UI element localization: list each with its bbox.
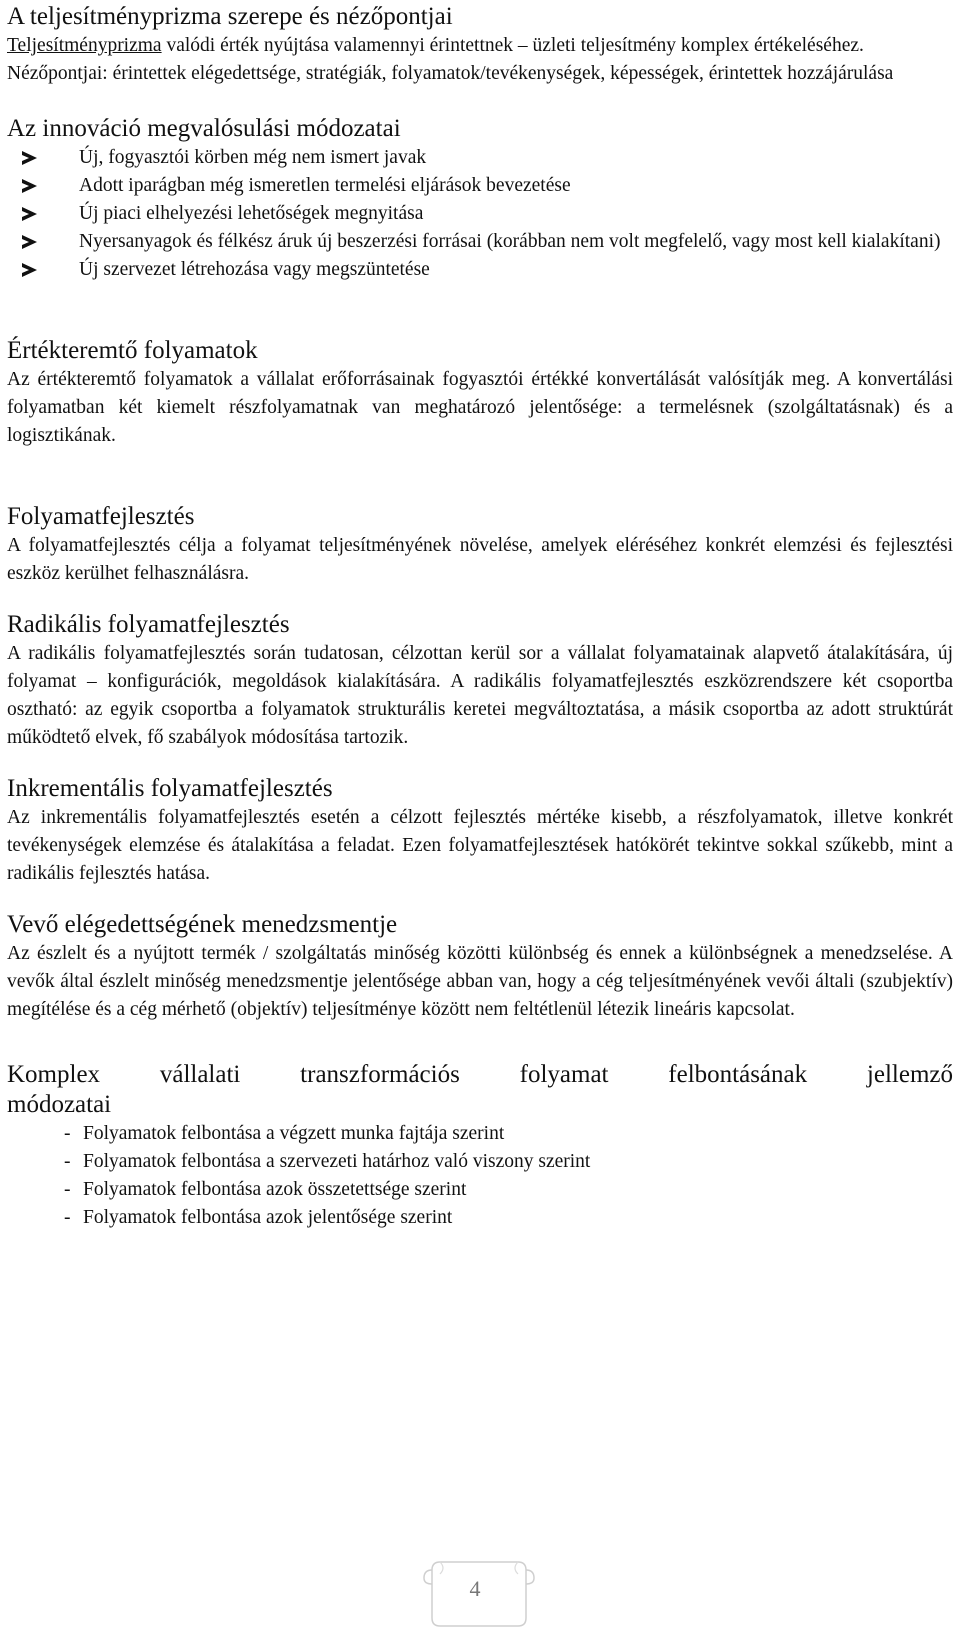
section-radikalis	[7, 610, 953, 752]
underlined-term: Teljesítményprizma	[7, 35, 162, 56]
section-komplex-transzformacio	[7, 1060, 953, 1232]
arrow-bullet-icon	[22, 179, 37, 193]
section-title: Komplex vállalati transzformációs folyamat felbontásának jellemző	[7, 1061, 953, 1088]
section-title: Radikális folyamatfejlesztés	[7, 611, 290, 638]
list-item: Adott iparágban még ismeretlen termelési eljárások bevezetése	[22, 172, 953, 200]
arrow-bullet-icon	[22, 235, 37, 249]
section-title: A teljesítményprizma szerepe és nézőpontjai	[7, 3, 453, 30]
dash-list	[7, 1120, 953, 1232]
section-ertekteremto	[7, 336, 953, 450]
page-number: 4	[469, 1576, 481, 1601]
list-item: Nyersanyagok és félkész áruk új beszerzési forrásai (korábban nem volt megfelelő, vagy most kell kialakítani)	[22, 228, 953, 256]
paragraph: A radikális folyamatfejlesztés során tudatosan, célzottan kerül sor a vállalat folyamatainak alapvető átalakítására, új folyamat – konfigurációk, megoldások kialakítására. A radikális folyamatfejlesztés eszközrendszere két csoportba osztható: az egyik csoportba a folyamatok strukturális keretei megváltoztatása, a másik csoportba az adott struktúrát működtető elvek, fő szabályok módosítása tartozik.	[7, 643, 953, 748]
section-teljesitmenyprizma	[7, 2, 953, 88]
paragraph: A folyamatfejlesztés célja a folyamat teljesítményének növelése, amelyek eléréséhez konkrét elemzési és fejlesztési eszköz kerülhet felhasználásra.	[7, 535, 953, 584]
list-item: Új szervezet létrehozása vagy megszüntetése	[22, 256, 953, 284]
paragraph: Nézőpontjai: érintettek elégedettsége, stratégiák, folyamatok/tevékenységek, képességek, érintettek hozzájárulása	[7, 63, 894, 84]
section-folyamatfejlesztes	[7, 502, 953, 588]
section-title-line2: módozatai	[7, 1091, 112, 1118]
section-title: Az innováció megvalósulási módozatai	[7, 115, 401, 142]
list-item: - Folyamatok felbontása a szervezeti határhoz való viszony szerint	[64, 1151, 591, 1172]
paragraph: Az inkrementális folyamatfejlesztés esetén a célzott fejlesztés mértéke kisebb, a részfolyamatok, illetve konkrét tevékenységek elemzése és átalakítása a feladat. Ezen folyamatfejlesztések hatókörét tekintve sokkal szűkebb, mint a radikális fejlesztés hatása.	[7, 807, 953, 884]
page-footer	[410, 1558, 540, 1630]
arrow-bullet-icon	[22, 263, 37, 277]
list-item: - Folyamatok felbontása azok jelentősége szerint	[64, 1207, 453, 1228]
section-inkrementalis	[7, 774, 953, 888]
arrow-bullet-icon	[22, 151, 37, 165]
section-vevo-elegedettseg	[7, 910, 953, 1024]
section-title: Inkrementális folyamatfejlesztés	[7, 775, 333, 802]
paragraph	[7, 32, 953, 60]
list-item: Új, fogyasztói körben még nem ismert javak	[22, 144, 953, 172]
paragraph: Az értékteremtő folyamatok a vállalat erőforrásainak fogyasztói értékké konvertálását valósítják meg. A konvertálási folyamatban két kiemelt részfolyamatnak van meghatározó jelentősége: a termelésnek (szolgáltatásnak) és a logisztikának.	[7, 369, 953, 446]
section-title: Értékteremtő folyamatok	[7, 337, 258, 364]
section-innovacio	[7, 114, 953, 284]
list-item: - Folyamatok felbontása a végzett munka fajtája szerint	[64, 1123, 505, 1144]
section-title: Vevő elégedettségének menedzsmentje	[7, 911, 398, 938]
paragraph: Az észlelt és a nyújtott termék / szolgáltatás minőség közötti különbség és ennek a különbségnek a menedzselése. A vevők által észlelt minőség menedzsmentje jelentősége abban van, hogy a cég teljesítményének vevői általi (szubjektív) megítélése és a cég mérhető (objektív) teljesítménye között nem feltétlenül létezik lineáris kapcsolat.	[7, 943, 953, 1020]
list-item: - Folyamatok felbontása azok összetettsége szerint	[64, 1179, 467, 1200]
paragraph-text: valódi érték nyújtása valamennyi érintettnek – üzleti teljesítmény komplex értékeléséhez.	[161, 35, 864, 56]
section-title: Folyamatfejlesztés	[7, 503, 195, 530]
list-item: Új piaci elhelyezési lehetőségek megnyitása	[22, 200, 953, 228]
arrow-bullet-icon	[22, 207, 37, 221]
arrow-list	[7, 144, 953, 284]
